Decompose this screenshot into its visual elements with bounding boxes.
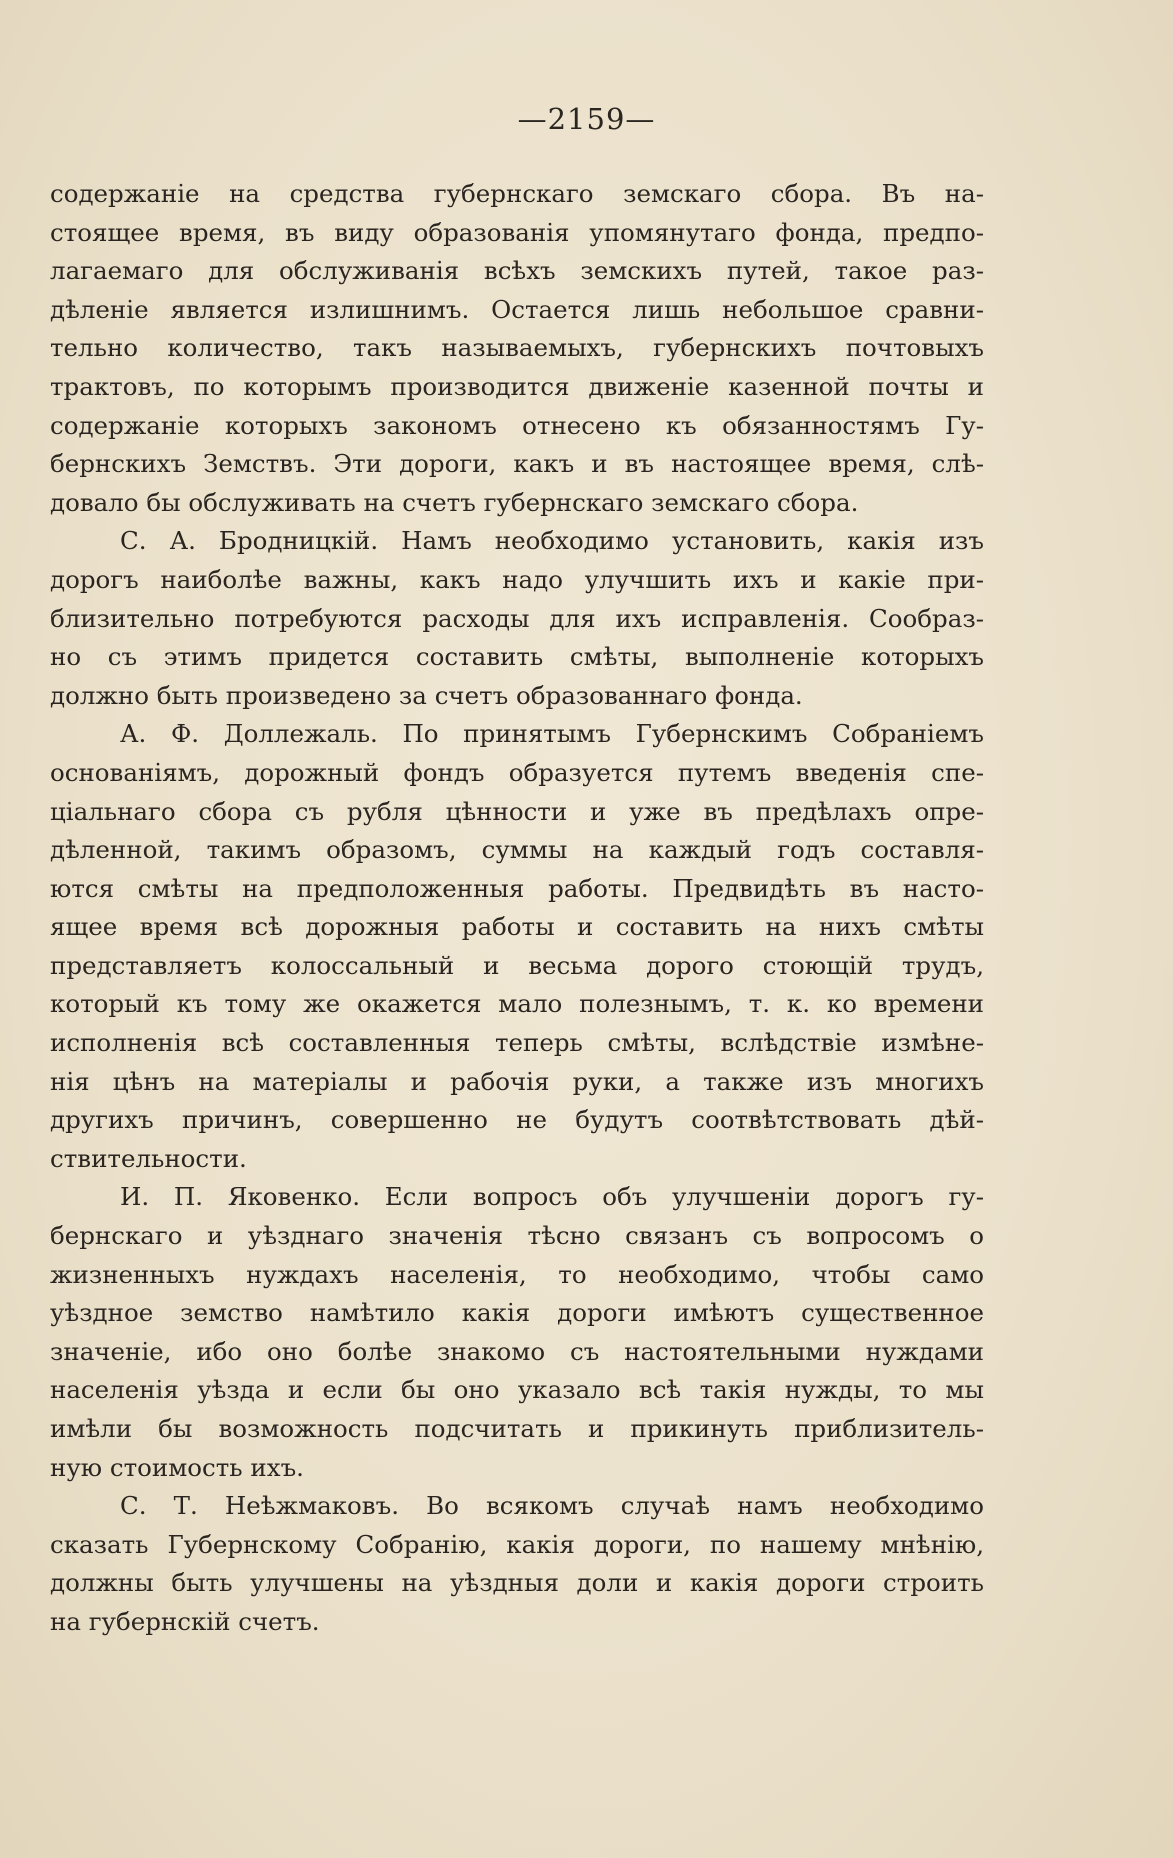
- text-line: уѣздное земство намѣтило какія дороги имѣютъ существенное: [50, 1298, 984, 1328]
- text-line: но съ этимъ придется составить смѣты, выполненіе которыхъ: [50, 642, 984, 672]
- text-line: бернскихъ Земствъ. Эти дороги, какъ и въ настоящее время, слѣ-: [50, 449, 984, 479]
- text-line: населенія уѣзда и если бы оно указало всѣ такія нужды, то мы: [50, 1375, 984, 1405]
- text-line: представляетъ колоссальный и весьма дорого стоющій трудъ,: [50, 950, 984, 980]
- text-line: ются смѣты на предположенныя работы. Предвидѣть въ насто-: [50, 873, 984, 903]
- text-line: содержаніе на средства губернскаго земскаго сбора. Въ на-: [50, 179, 984, 208]
- text-line: другихъ причинъ, совершенно не будутъ соотвѣтствовать дѣй-: [50, 1105, 984, 1135]
- text-line: ную стоимость ихъ.: [50, 1452, 304, 1482]
- text-line: основаніямъ, дорожный фондъ образуется путемъ введенія спе-: [50, 757, 984, 787]
- text-line: должны быть улучшены на уѣздныя доли и какія дороги строить: [50, 1568, 984, 1598]
- page-number: —2159—: [517, 102, 656, 136]
- text-line: ящее время всѣ дорожныя работы и составить на нихъ смѣты: [50, 912, 984, 942]
- text-line: который къ тому же окажется мало полезнымъ, т. к. ко времени: [50, 989, 984, 1019]
- text-line: содержаніе которыхъ закономъ отнесено къ обязанностямъ Гу-: [50, 410, 984, 440]
- body-text: [50, 175, 984, 1642]
- text-line: имѣли бы возможность подсчитать и прикинуть приблизитель-: [50, 1414, 984, 1443]
- text-line: дѣленной, такимъ образомъ, суммы на каждый годъ составля-: [50, 835, 984, 865]
- text-line: дѣленіе является излишнимъ. Остается лишь небольшое сравни-: [50, 294, 984, 324]
- text-line: трактовъ, по которымъ производится движеніе казенной почты и: [50, 371, 984, 401]
- text-line: ствительности.: [50, 1143, 247, 1173]
- text-line: дорогъ наиболѣе важны, какъ надо улучшить ихъ и какіе при-: [50, 564, 984, 594]
- text-line: близительно потребуются расходы для ихъ исправленія. Сообраз-: [50, 603, 984, 633]
- text-line: довало бы обслуживать на счетъ губернскаго земскаго сбора.: [50, 487, 859, 517]
- text-line: нія цѣнъ на матеріалы и рабочія руки, а также изъ многихъ: [50, 1066, 984, 1096]
- text-line: сказать Губернскому Собранію, какія дороги, по нашему мнѣнію,: [50, 1529, 984, 1559]
- text-line: лагаемаго для обслуживанія всѣхъ земскихъ путей, такое раз-: [50, 256, 984, 286]
- text-line: И. П. Яковенко. Если вопросъ объ улучшеніи дорогъ гу-: [120, 1182, 984, 1212]
- text-line: исполненія всѣ составленныя теперь смѣты, вслѣдствіе измѣне-: [50, 1028, 984, 1058]
- text-line: С. Т. Неѣжмаковъ. Во всякомъ случаѣ намъ необходимо: [120, 1491, 984, 1521]
- text-line: бернскаго и уѣзднаго значенія тѣсно связанъ съ вопросомъ о: [50, 1221, 984, 1251]
- text-line: А. Ф. Доллежаль. По принятымъ Губернскимъ Собраніемъ: [120, 719, 984, 749]
- text-line: С. А. Бродницкій. Намъ необходимо установить, какія изъ: [120, 526, 984, 556]
- text-line: стоящее время, въ виду образованія упомянутаго фонда, предпо-: [50, 217, 984, 247]
- text-line: на губернскій счетъ.: [50, 1606, 320, 1636]
- text-line: значеніе, ибо оно болѣе знакомо съ настоятельными нуждами: [50, 1336, 984, 1366]
- text-line: жизненныхъ нуждахъ населенія, то необходимо, чтобы само: [50, 1259, 984, 1289]
- text-line: ціальнаго сбора съ рубля цѣнности и уже въ предѣлахъ опре-: [50, 796, 984, 826]
- text-line: тельно количество, такъ называемыхъ, губернскихъ почтовыхъ: [50, 333, 984, 363]
- text-line: должно быть произведено за счетъ образованнаго фонда.: [50, 680, 803, 710]
